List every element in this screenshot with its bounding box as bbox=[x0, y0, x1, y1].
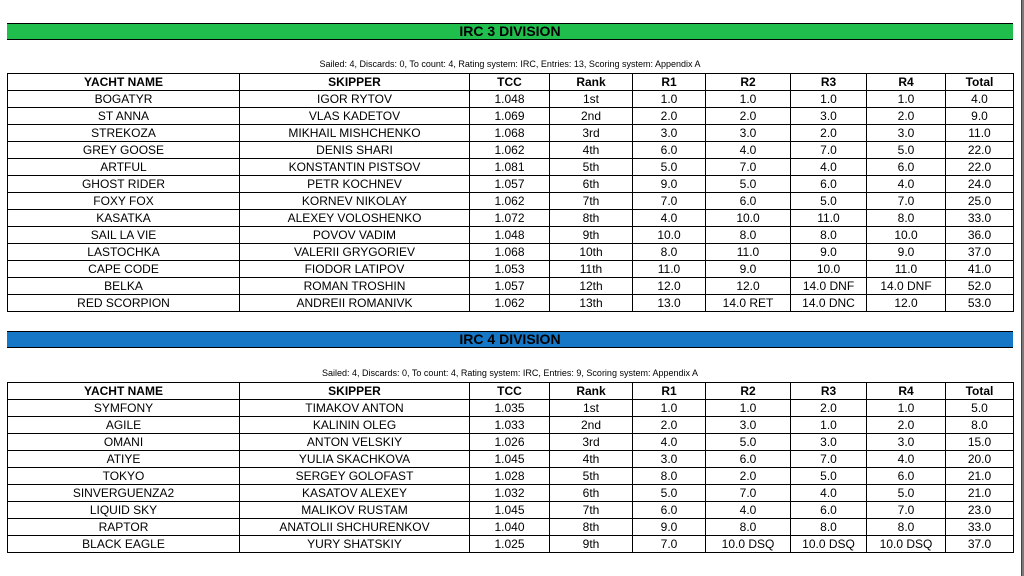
cell-r4: 3.0 bbox=[867, 125, 946, 142]
cell-r2: 5.0 bbox=[706, 176, 791, 193]
cell-yacht-name: KASATKA bbox=[8, 210, 240, 227]
column-header-r4: R4 bbox=[867, 383, 946, 400]
cell-yacht-name: RED SCORPION bbox=[8, 295, 240, 312]
cell-skipper: MIKHAIL MISHCHENKO bbox=[240, 125, 470, 142]
cell-tcc: 1.035 bbox=[470, 400, 550, 417]
cell-r4: 5.0 bbox=[867, 485, 946, 502]
cell-yacht-name: RAPTOR bbox=[8, 519, 240, 536]
cell-r4: 10.0 DSQ bbox=[867, 536, 946, 553]
cell-r3: 14.0 DNC bbox=[791, 295, 867, 312]
cell-rank: 5th bbox=[550, 468, 633, 485]
cell-r2: 2.0 bbox=[706, 468, 791, 485]
cell-rank: 9th bbox=[550, 227, 633, 244]
cell-r3: 10.0 DSQ bbox=[791, 536, 867, 553]
cell-r2: 8.0 bbox=[706, 519, 791, 536]
cell-yacht-name: ST ANNA bbox=[8, 108, 240, 125]
cell-r2: 11.0 bbox=[706, 244, 791, 261]
cell-r1: 11.0 bbox=[633, 261, 706, 278]
cell-yacht-name: BOGATYR bbox=[8, 91, 240, 108]
cell-tcc: 1.062 bbox=[470, 193, 550, 210]
cell-r3: 2.0 bbox=[791, 125, 867, 142]
cell-r3: 3.0 bbox=[791, 108, 867, 125]
table-row bbox=[8, 91, 1014, 108]
cell-rank: 6th bbox=[550, 176, 633, 193]
cell-skipper: VLAS KADETOV bbox=[240, 108, 470, 125]
cell-total: 22.0 bbox=[946, 142, 1014, 159]
cell-tcc: 1.025 bbox=[470, 536, 550, 553]
cell-r1: 10.0 bbox=[633, 227, 706, 244]
cell-total: 20.0 bbox=[946, 451, 1014, 468]
results-table bbox=[7, 382, 1014, 553]
cell-r2: 1.0 bbox=[706, 91, 791, 108]
cell-r1: 7.0 bbox=[633, 536, 706, 553]
cell-tcc: 1.048 bbox=[470, 91, 550, 108]
cell-r3: 10.0 bbox=[791, 261, 867, 278]
cell-rank: 2nd bbox=[550, 108, 633, 125]
cell-r2: 10.0 bbox=[706, 210, 791, 227]
cell-total: 15.0 bbox=[946, 434, 1014, 451]
table-row bbox=[8, 400, 1014, 417]
cell-r1: 12.0 bbox=[633, 278, 706, 295]
cell-tcc: 1.057 bbox=[470, 278, 550, 295]
cell-total: 36.0 bbox=[946, 227, 1014, 244]
cell-rank: 2nd bbox=[550, 417, 633, 434]
cell-total: 22.0 bbox=[946, 159, 1014, 176]
cell-rank: 13th bbox=[550, 295, 633, 312]
cell-yacht-name: SYMFONY bbox=[8, 400, 240, 417]
cell-total: 41.0 bbox=[946, 261, 1014, 278]
cell-total: 4.0 bbox=[946, 91, 1014, 108]
cell-yacht-name: LASTOCHKA bbox=[8, 244, 240, 261]
cell-rank: 6th bbox=[550, 485, 633, 502]
table-row bbox=[8, 176, 1014, 193]
cell-r3: 2.0 bbox=[791, 400, 867, 417]
cell-yacht-name: BELKA bbox=[8, 278, 240, 295]
cell-yacht-name: ARTFUL bbox=[8, 159, 240, 176]
cell-total: 24.0 bbox=[946, 176, 1014, 193]
column-header-total: Total bbox=[946, 383, 1014, 400]
cell-r4: 6.0 bbox=[867, 159, 946, 176]
cell-total: 21.0 bbox=[946, 468, 1014, 485]
table-row bbox=[8, 261, 1014, 278]
cell-skipper: KORNEV NIKOLAY bbox=[240, 193, 470, 210]
cell-tcc: 1.068 bbox=[470, 244, 550, 261]
table-row bbox=[8, 244, 1014, 261]
cell-r1: 8.0 bbox=[633, 244, 706, 261]
table-header-row bbox=[8, 383, 1014, 400]
cell-yacht-name: SAIL LA VIE bbox=[8, 227, 240, 244]
cell-yacht-name: FOXY FOX bbox=[8, 193, 240, 210]
cell-r2: 3.0 bbox=[706, 125, 791, 142]
cell-r1: 9.0 bbox=[633, 176, 706, 193]
cell-rank: 7th bbox=[550, 502, 633, 519]
column-header-r3: R3 bbox=[791, 383, 867, 400]
cell-tcc: 1.072 bbox=[470, 210, 550, 227]
cell-r2: 6.0 bbox=[706, 193, 791, 210]
cell-r2: 1.0 bbox=[706, 400, 791, 417]
cell-r2: 4.0 bbox=[706, 142, 791, 159]
cell-tcc: 1.045 bbox=[470, 502, 550, 519]
column-header-r1: R1 bbox=[633, 74, 706, 91]
cell-r2: 9.0 bbox=[706, 261, 791, 278]
column-header-rank: Rank bbox=[550, 383, 633, 400]
table-row bbox=[8, 519, 1014, 536]
table-row bbox=[8, 193, 1014, 210]
cell-r2: 7.0 bbox=[706, 159, 791, 176]
cell-skipper: SERGEY GOLOFAST bbox=[240, 468, 470, 485]
table-row bbox=[8, 142, 1014, 159]
cell-yacht-name: TOKYO bbox=[8, 468, 240, 485]
cell-skipper: ROMAN TROSHIN bbox=[240, 278, 470, 295]
cell-total: 5.0 bbox=[946, 400, 1014, 417]
cell-total: 33.0 bbox=[946, 210, 1014, 227]
cell-rank: 8th bbox=[550, 519, 633, 536]
cell-r4: 1.0 bbox=[867, 91, 946, 108]
cell-r4: 8.0 bbox=[867, 210, 946, 227]
cell-r3: 11.0 bbox=[791, 210, 867, 227]
cell-total: 23.0 bbox=[946, 502, 1014, 519]
cell-r1: 2.0 bbox=[633, 417, 706, 434]
results-table bbox=[7, 73, 1014, 312]
cell-r1: 8.0 bbox=[633, 468, 706, 485]
cell-r4: 9.0 bbox=[867, 244, 946, 261]
cell-skipper: ANATOLII SHCHURENKOV bbox=[240, 519, 470, 536]
cell-r2: 4.0 bbox=[706, 502, 791, 519]
cell-r4: 2.0 bbox=[867, 108, 946, 125]
cell-total: 25.0 bbox=[946, 193, 1014, 210]
column-header-skipper: SKIPPER bbox=[240, 383, 470, 400]
cell-rank: 1st bbox=[550, 91, 633, 108]
cell-r3: 8.0 bbox=[791, 519, 867, 536]
cell-yacht-name: GHOST RIDER bbox=[8, 176, 240, 193]
cell-rank: 3rd bbox=[550, 125, 633, 142]
cell-tcc: 1.048 bbox=[470, 227, 550, 244]
cell-r1: 5.0 bbox=[633, 159, 706, 176]
cell-skipper: MALIKOV RUSTAM bbox=[240, 502, 470, 519]
cell-r1: 2.0 bbox=[633, 108, 706, 125]
cell-r1: 1.0 bbox=[633, 91, 706, 108]
cell-rank: 9th bbox=[550, 536, 633, 553]
cell-r3: 7.0 bbox=[791, 451, 867, 468]
cell-tcc: 1.053 bbox=[470, 261, 550, 278]
table-row bbox=[8, 227, 1014, 244]
cell-rank: 12th bbox=[550, 278, 633, 295]
cell-yacht-name: ATIYE bbox=[8, 451, 240, 468]
cell-skipper: IGOR RYTOV bbox=[240, 91, 470, 108]
table-row bbox=[8, 536, 1014, 553]
cell-tcc: 1.057 bbox=[470, 176, 550, 193]
cell-r3: 3.0 bbox=[791, 434, 867, 451]
cell-total: 21.0 bbox=[946, 485, 1014, 502]
column-header-r2: R2 bbox=[706, 74, 791, 91]
cell-r1: 6.0 bbox=[633, 502, 706, 519]
cell-total: 33.0 bbox=[946, 519, 1014, 536]
cell-tcc: 1.033 bbox=[470, 417, 550, 434]
cell-r2: 7.0 bbox=[706, 485, 791, 502]
cell-r3: 6.0 bbox=[791, 502, 867, 519]
cell-r4: 1.0 bbox=[867, 400, 946, 417]
cell-r3: 1.0 bbox=[791, 91, 867, 108]
cell-skipper: KALININ OLEG bbox=[240, 417, 470, 434]
cell-yacht-name: STREKOZA bbox=[8, 125, 240, 142]
column-header-total: Total bbox=[946, 74, 1014, 91]
cell-skipper: DENIS SHARI bbox=[240, 142, 470, 159]
cell-skipper: ANTON VELSKIY bbox=[240, 434, 470, 451]
cell-r3: 4.0 bbox=[791, 485, 867, 502]
cell-r4: 10.0 bbox=[867, 227, 946, 244]
cell-rank: 3rd bbox=[550, 434, 633, 451]
cell-rank: 1st bbox=[550, 400, 633, 417]
cell-tcc: 1.026 bbox=[470, 434, 550, 451]
table-row bbox=[8, 485, 1014, 502]
cell-tcc: 1.032 bbox=[470, 485, 550, 502]
cell-tcc: 1.040 bbox=[470, 519, 550, 536]
division-summary: Sailed: 4, Discards: 0, To count: 4, Rating system: IRC, Entries: 13, Scoring system: Appendix A bbox=[319, 59, 701, 69]
cell-r2: 12.0 bbox=[706, 278, 791, 295]
table-row bbox=[8, 417, 1014, 434]
cell-skipper: ANDREII ROMANIVK bbox=[240, 295, 470, 312]
cell-r3: 8.0 bbox=[791, 227, 867, 244]
cell-r1: 5.0 bbox=[633, 485, 706, 502]
cell-r3: 7.0 bbox=[791, 142, 867, 159]
cell-r4: 3.0 bbox=[867, 434, 946, 451]
cell-rank: 11th bbox=[550, 261, 633, 278]
cell-r1: 4.0 bbox=[633, 434, 706, 451]
cell-r4: 6.0 bbox=[867, 468, 946, 485]
cell-r3: 1.0 bbox=[791, 417, 867, 434]
cell-r1: 6.0 bbox=[633, 142, 706, 159]
table-row bbox=[8, 502, 1014, 519]
cell-tcc: 1.062 bbox=[470, 295, 550, 312]
cell-rank: 4th bbox=[550, 142, 633, 159]
cell-r1: 3.0 bbox=[633, 451, 706, 468]
cell-tcc: 1.081 bbox=[470, 159, 550, 176]
cell-tcc: 1.045 bbox=[470, 451, 550, 468]
table-row bbox=[8, 278, 1014, 295]
cell-yacht-name: GREY GOOSE bbox=[8, 142, 240, 159]
cell-total: 9.0 bbox=[946, 108, 1014, 125]
cell-total: 8.0 bbox=[946, 417, 1014, 434]
cell-r3: 4.0 bbox=[791, 159, 867, 176]
table-row bbox=[8, 125, 1014, 142]
cell-r2: 6.0 bbox=[706, 451, 791, 468]
cell-skipper: POVOV VADIM bbox=[240, 227, 470, 244]
cell-r3: 5.0 bbox=[791, 193, 867, 210]
table-row bbox=[8, 108, 1014, 125]
cell-r1: 9.0 bbox=[633, 519, 706, 536]
cell-skipper: KASATOV ALEXEY bbox=[240, 485, 470, 502]
cell-total: 37.0 bbox=[946, 536, 1014, 553]
cell-r4: 7.0 bbox=[867, 502, 946, 519]
cell-yacht-name: OMANI bbox=[8, 434, 240, 451]
cell-total: 11.0 bbox=[946, 125, 1014, 142]
cell-r4: 4.0 bbox=[867, 451, 946, 468]
column-header-r3: R3 bbox=[791, 74, 867, 91]
cell-tcc: 1.068 bbox=[470, 125, 550, 142]
cell-rank: 7th bbox=[550, 193, 633, 210]
column-header-r2: R2 bbox=[706, 383, 791, 400]
cell-r4: 5.0 bbox=[867, 142, 946, 159]
table-row bbox=[8, 434, 1014, 451]
cell-r4: 7.0 bbox=[867, 193, 946, 210]
cell-total: 37.0 bbox=[946, 244, 1014, 261]
cell-r1: 7.0 bbox=[633, 193, 706, 210]
cell-yacht-name: SINVERGUENZA2 bbox=[8, 485, 240, 502]
cell-yacht-name: AGILE bbox=[8, 417, 240, 434]
table-row bbox=[8, 468, 1014, 485]
column-header-r4: R4 bbox=[867, 74, 946, 91]
table-row bbox=[8, 295, 1014, 312]
cell-r2: 5.0 bbox=[706, 434, 791, 451]
cell-r3: 14.0 DNF bbox=[791, 278, 867, 295]
cell-yacht-name: CAPE CODE bbox=[8, 261, 240, 278]
table-row bbox=[8, 159, 1014, 176]
cell-r2: 3.0 bbox=[706, 417, 791, 434]
cell-skipper: KONSTANTIN PISTSOV bbox=[240, 159, 470, 176]
cell-skipper: ALEXEY VOLOSHENKO bbox=[240, 210, 470, 227]
column-header-r1: R1 bbox=[633, 383, 706, 400]
cell-skipper: FIODOR LATIPOV bbox=[240, 261, 470, 278]
cell-skipper: VALERII GRYGORIEV bbox=[240, 244, 470, 261]
cell-r3: 5.0 bbox=[791, 468, 867, 485]
cell-rank: 8th bbox=[550, 210, 633, 227]
cell-rank: 4th bbox=[550, 451, 633, 468]
cell-r2: 2.0 bbox=[706, 108, 791, 125]
cell-total: 52.0 bbox=[946, 278, 1014, 295]
cell-rank: 10th bbox=[550, 244, 633, 261]
division-summary: Sailed: 4, Discards: 0, To count: 4, Rating system: IRC, Entries: 9, Scoring system: Appendix A bbox=[321, 368, 698, 378]
cell-r4: 14.0 DNF bbox=[867, 278, 946, 295]
cell-tcc: 1.062 bbox=[470, 142, 550, 159]
column-header-tcc: TCC bbox=[470, 74, 550, 91]
column-header-yacht-name: YACHT NAME bbox=[8, 383, 240, 400]
cell-r4: 12.0 bbox=[867, 295, 946, 312]
cell-r2: 14.0 RET bbox=[706, 295, 791, 312]
cell-r3: 6.0 bbox=[791, 176, 867, 193]
cell-r4: 2.0 bbox=[867, 417, 946, 434]
table-row bbox=[8, 451, 1014, 468]
cell-r1: 13.0 bbox=[633, 295, 706, 312]
cell-r2: 10.0 DSQ bbox=[706, 536, 791, 553]
division-title-bar: IRC 3 DIVISION bbox=[7, 23, 1013, 40]
cell-skipper: YULIA SKACHKOVA bbox=[240, 451, 470, 468]
cell-skipper: YURY SHATSKIY bbox=[240, 536, 470, 553]
cell-yacht-name: BLACK EAGLE bbox=[8, 536, 240, 553]
cell-r1: 1.0 bbox=[633, 400, 706, 417]
cell-r4: 4.0 bbox=[867, 176, 946, 193]
cell-r1: 4.0 bbox=[633, 210, 706, 227]
division-title-bar: IRC 4 DIVISION bbox=[7, 331, 1013, 348]
cell-r1: 3.0 bbox=[633, 125, 706, 142]
table-row bbox=[8, 210, 1014, 227]
cell-r3: 9.0 bbox=[791, 244, 867, 261]
cell-total: 53.0 bbox=[946, 295, 1014, 312]
cell-tcc: 1.028 bbox=[470, 468, 550, 485]
cell-r2: 8.0 bbox=[706, 227, 791, 244]
column-header-rank: Rank bbox=[550, 74, 633, 91]
cell-skipper: PETR KOCHNEV bbox=[240, 176, 470, 193]
column-header-skipper: SKIPPER bbox=[240, 74, 470, 91]
cell-r4: 11.0 bbox=[867, 261, 946, 278]
cell-rank: 5th bbox=[550, 159, 633, 176]
cell-tcc: 1.069 bbox=[470, 108, 550, 125]
cell-r4: 8.0 bbox=[867, 519, 946, 536]
column-header-tcc: TCC bbox=[470, 383, 550, 400]
cell-skipper: TIMAKOV ANTON bbox=[240, 400, 470, 417]
column-header-yacht-name: YACHT NAME bbox=[8, 74, 240, 91]
cell-yacht-name: LIQUID SKY bbox=[8, 502, 240, 519]
table-header-row bbox=[8, 74, 1014, 91]
